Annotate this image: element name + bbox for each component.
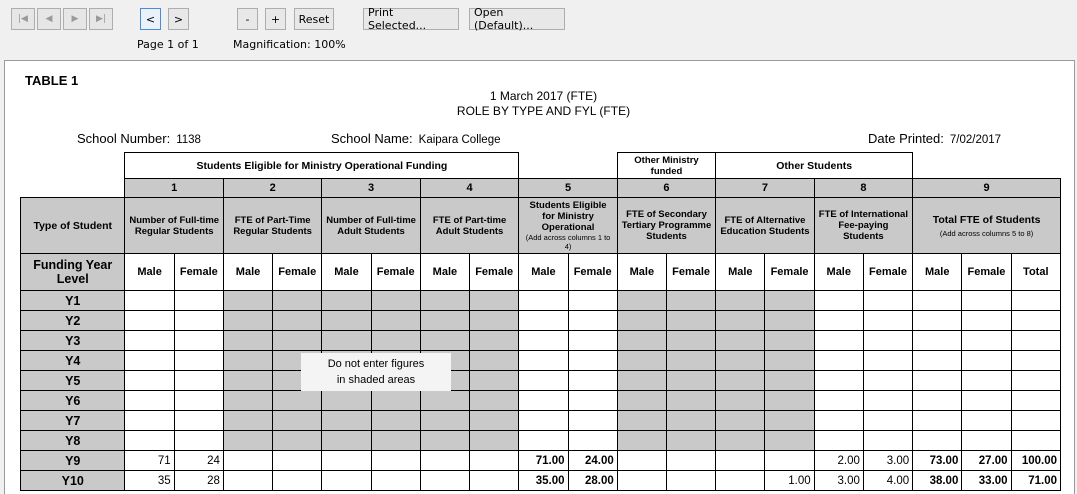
table-cell <box>322 331 371 351</box>
school-name: School Name: Kaipara College <box>331 131 501 146</box>
table-cell <box>125 431 174 451</box>
table-cell <box>962 431 1011 451</box>
table-cell <box>519 291 568 311</box>
table-row <box>21 331 1061 351</box>
table-cell <box>125 331 174 351</box>
report-viewer-toolbar <box>0 0 1077 60</box>
table-cell <box>913 311 962 331</box>
table-cell <box>371 311 420 331</box>
table-cell: 28 <box>174 471 223 491</box>
table-cell <box>962 391 1011 411</box>
table-cell <box>1011 351 1060 371</box>
table-row <box>21 411 1061 431</box>
table-cell <box>322 311 371 331</box>
table-cell <box>174 371 223 391</box>
male-header: Male <box>617 254 666 291</box>
table-cell <box>420 431 469 451</box>
year-level-label: Y8 <box>21 431 125 451</box>
table-cell <box>519 431 568 451</box>
table-cell: 27.00 <box>962 451 1011 471</box>
table-cell <box>371 411 420 431</box>
table-cell <box>666 331 715 351</box>
table-row <box>21 351 1061 371</box>
table-cell <box>666 411 715 431</box>
year-level-label: Y2 <box>21 311 125 331</box>
table-cell <box>223 371 272 391</box>
table-cell <box>125 351 174 371</box>
table-cell <box>814 411 863 431</box>
table-cell <box>617 311 666 331</box>
table-cell <box>174 411 223 431</box>
table-cell <box>470 411 519 431</box>
table-cell <box>322 471 371 491</box>
table-cell <box>716 331 765 351</box>
table-cell <box>420 411 469 431</box>
male-header: Male <box>814 254 863 291</box>
shaded-areas-note: Do not enter figures in shaded areas <box>301 353 451 391</box>
table-cell <box>913 411 962 431</box>
prev-button[interactable]: < <box>140 8 161 30</box>
male-header: Male <box>322 254 371 291</box>
table-cell <box>765 431 814 451</box>
table-cell <box>223 311 272 331</box>
table-cell <box>913 291 962 311</box>
table-cell <box>765 371 814 391</box>
last-page-icon: ▶| <box>96 14 106 24</box>
table-cell <box>568 431 617 451</box>
table-cell <box>962 371 1011 391</box>
column-header: FTE of Part-time Adult Students <box>420 198 519 254</box>
table-cell <box>666 351 715 371</box>
table-cell <box>273 311 322 331</box>
table-cell <box>617 331 666 351</box>
table-cell <box>420 331 469 351</box>
table-cell <box>273 331 322 351</box>
female-header: Female <box>174 254 223 291</box>
table-cell <box>223 471 272 491</box>
male-header: Male <box>913 254 962 291</box>
table-cell <box>765 391 814 411</box>
column-number: 5 <box>519 179 617 198</box>
table-cell <box>716 431 765 451</box>
table-cell <box>568 331 617 351</box>
report-page <box>4 60 1075 494</box>
table-cell <box>125 291 174 311</box>
female-header: Female <box>470 254 519 291</box>
table-cell <box>519 311 568 331</box>
column-number: 3 <box>322 179 420 198</box>
column-number: 9 <box>913 179 1061 198</box>
column-number-row <box>21 179 1061 198</box>
table-cell <box>814 391 863 411</box>
table-row <box>21 391 1061 411</box>
table-cell: 71.00 <box>1011 471 1060 491</box>
year-level-label: Y4 <box>21 351 125 371</box>
table-cell <box>371 291 420 311</box>
funding-year-level-header: Funding Year Level <box>21 254 125 291</box>
table-cell <box>420 391 469 411</box>
table-cell <box>666 291 715 311</box>
next-page-icon: ▶ <box>71 14 79 24</box>
table-cell <box>1011 431 1060 451</box>
table-cell <box>568 391 617 411</box>
female-header: Female <box>666 254 715 291</box>
table-cell <box>814 351 863 371</box>
table-cell <box>765 351 814 371</box>
table-cell <box>913 391 962 411</box>
column-header: FTE of Part-Time Regular Students <box>223 198 321 254</box>
table-cell <box>666 451 715 471</box>
table-cell <box>568 291 617 311</box>
table-cell <box>814 371 863 391</box>
table-row <box>21 371 1061 391</box>
table-cell <box>913 371 962 391</box>
table-cell <box>666 391 715 411</box>
female-header: Female <box>765 254 814 291</box>
table-row <box>21 471 1061 491</box>
data-rows <box>21 291 1061 491</box>
previous-page-icon: ◀ <box>45 14 53 24</box>
table-cell <box>519 411 568 431</box>
table-cell <box>765 451 814 471</box>
table-cell <box>322 291 371 311</box>
table-cell: 4.00 <box>863 471 912 491</box>
type-of-student-header: Type of Student <box>21 198 125 254</box>
table-cell <box>716 371 765 391</box>
table-cell <box>519 371 568 391</box>
table-cell <box>371 451 420 471</box>
table-cell <box>371 391 420 411</box>
gender-header-row <box>21 254 1061 291</box>
table-cell <box>962 291 1011 311</box>
table-cell <box>273 411 322 431</box>
next-button[interactable]: > <box>168 8 189 30</box>
column-header-5: Students Eligible for Ministry Operational (Add across columns 1 to 4) <box>519 198 617 254</box>
table-cell: 33.00 <box>962 471 1011 491</box>
table-cell <box>765 331 814 351</box>
year-level-label: Y9 <box>21 451 125 471</box>
table-cell <box>223 451 272 471</box>
next-page-button[interactable] <box>63 8 87 30</box>
table-cell <box>470 431 519 451</box>
column-header: Number of Full-time Regular Students <box>125 198 223 254</box>
table-cell <box>716 351 765 371</box>
reset-zoom-button[interactable]: Reset <box>294 8 334 30</box>
last-page-button[interactable] <box>89 8 113 30</box>
table-cell: 35.00 <box>519 471 568 491</box>
table-cell <box>519 331 568 351</box>
table-cell <box>617 391 666 411</box>
table-cell <box>420 471 469 491</box>
table-cell <box>519 391 568 411</box>
table-cell <box>863 331 912 351</box>
report-subtitle-date: 1 March 2017 (FTE) <box>489 89 598 103</box>
table-cell: 24.00 <box>568 451 617 471</box>
column-header-9: Total FTE of Students (Add across columns 5 to 8) <box>913 198 1061 254</box>
table-cell <box>814 431 863 451</box>
table-cell <box>125 391 174 411</box>
table-cell <box>765 291 814 311</box>
male-header: Male <box>125 254 174 291</box>
table-cell <box>617 411 666 431</box>
table-cell <box>223 431 272 451</box>
previous-page-button[interactable] <box>37 8 61 30</box>
table-cell <box>666 471 715 491</box>
table-cell <box>962 331 1011 351</box>
table-cell <box>223 391 272 411</box>
table-cell <box>371 471 420 491</box>
table-cell <box>568 411 617 431</box>
table-cell <box>174 391 223 411</box>
table-cell <box>470 451 519 471</box>
column-header-row <box>21 198 1061 254</box>
year-level-label: Y7 <box>21 411 125 431</box>
table-cell <box>420 451 469 471</box>
table-cell: 38.00 <box>913 471 962 491</box>
group-header-eligible: Students Eligible for Ministry Operational Funding <box>125 153 519 179</box>
table-row <box>21 431 1061 451</box>
table-cell: 73.00 <box>913 451 962 471</box>
table-cell <box>863 391 912 411</box>
column-header: FTE of Secondary Tertiary Programme Students <box>617 198 715 254</box>
table-cell <box>666 431 715 451</box>
table-cell <box>470 471 519 491</box>
zoom-out-button[interactable]: - <box>237 8 258 30</box>
table-cell <box>125 411 174 431</box>
group-header-other-students: Other Students <box>716 153 913 179</box>
table-cell <box>174 431 223 451</box>
female-header: Female <box>962 254 1011 291</box>
table-cell <box>863 291 912 311</box>
first-page-button[interactable] <box>11 8 35 30</box>
open-default-button[interactable]: Open (Default)... <box>469 8 565 30</box>
table-cell <box>470 291 519 311</box>
column-number: 7 <box>716 179 814 198</box>
table-cell <box>1011 291 1060 311</box>
table-cell: 71 <box>125 451 174 471</box>
table-cell <box>223 351 272 371</box>
table-cell <box>519 351 568 371</box>
column-number: 4 <box>420 179 519 198</box>
table-cell <box>962 411 1011 431</box>
column-number: 1 <box>125 179 223 198</box>
table-cell <box>273 391 322 411</box>
table-cell <box>470 391 519 411</box>
column-header: FTE of Alternative Education Students <box>716 198 814 254</box>
table-cell <box>913 351 962 371</box>
first-page-icon: |◀ <box>18 14 28 24</box>
table-cell <box>863 411 912 431</box>
table-row <box>21 291 1061 311</box>
table-cell <box>322 431 371 451</box>
table-cell <box>125 311 174 331</box>
table-cell <box>863 431 912 451</box>
table-cell: 3.00 <box>863 451 912 471</box>
female-header: Female <box>863 254 912 291</box>
table-cell <box>322 451 371 471</box>
column-header: Number of Full-time Adult Students <box>322 198 420 254</box>
table-cell <box>322 391 371 411</box>
table-cell <box>617 351 666 371</box>
table-cell <box>1011 331 1060 351</box>
table-cell <box>470 351 519 371</box>
table-cell <box>420 291 469 311</box>
table-cell <box>273 451 322 471</box>
table-cell <box>617 451 666 471</box>
table-cell <box>371 331 420 351</box>
school-number: School Number: 1138 <box>77 131 201 146</box>
table-cell <box>814 291 863 311</box>
table-cell <box>273 471 322 491</box>
table-cell <box>125 371 174 391</box>
table-cell <box>1011 411 1060 431</box>
table-cell: 35 <box>125 471 174 491</box>
table-title: TABLE 1 <box>25 73 79 88</box>
year-level-label: Y6 <box>21 391 125 411</box>
group-header-other-ministry: Other Ministry funded <box>617 153 715 179</box>
male-header: Male <box>223 254 272 291</box>
table-cell <box>913 431 962 451</box>
table-cell <box>470 331 519 351</box>
table-cell <box>617 291 666 311</box>
table-cell <box>814 331 863 351</box>
male-header: Male <box>420 254 469 291</box>
table-cell <box>617 431 666 451</box>
table-cell: 24 <box>174 451 223 471</box>
table-cell <box>1011 391 1060 411</box>
table-cell <box>223 411 272 431</box>
table-cell <box>716 451 765 471</box>
table-cell <box>568 351 617 371</box>
column-number: 6 <box>617 179 715 198</box>
magnification-indicator: Magnification: 100% <box>233 38 346 51</box>
table-cell <box>765 411 814 431</box>
table-cell <box>1011 311 1060 331</box>
table-cell <box>322 411 371 431</box>
female-header: Female <box>568 254 617 291</box>
table-cell <box>863 311 912 331</box>
table-cell <box>174 351 223 371</box>
zoom-in-button[interactable]: + <box>265 8 286 30</box>
table-cell <box>1011 371 1060 391</box>
table-cell: 28.00 <box>568 471 617 491</box>
table-cell <box>223 331 272 351</box>
page-indicator: Page 1 of 1 <box>137 38 199 51</box>
table-cell <box>716 391 765 411</box>
table-cell <box>273 431 322 451</box>
table-cell <box>716 411 765 431</box>
year-level-label: Y3 <box>21 331 125 351</box>
table-cell <box>617 371 666 391</box>
table-cell <box>617 471 666 491</box>
table-cell <box>371 431 420 451</box>
table-cell: 71.00 <box>519 451 568 471</box>
table-cell <box>765 311 814 331</box>
table-cell <box>814 311 863 331</box>
year-level-label: Y1 <box>21 291 125 311</box>
table-cell <box>716 311 765 331</box>
report-subtitle-role: ROLE BY TYPE AND FYL (FTE) <box>456 104 631 118</box>
table-cell <box>273 291 322 311</box>
table-cell <box>863 351 912 371</box>
table-cell <box>568 371 617 391</box>
table-cell <box>223 291 272 311</box>
table-cell: 2.00 <box>814 451 863 471</box>
table-cell: 100.00 <box>1011 451 1060 471</box>
year-level-label: Y10 <box>21 471 125 491</box>
print-selected-button[interactable]: Print Selected... <box>363 8 459 30</box>
table-cell: 1.00 <box>765 471 814 491</box>
column-number: 2 <box>223 179 321 198</box>
table-cell <box>913 331 962 351</box>
table-cell <box>174 331 223 351</box>
role-by-type-table <box>20 152 1061 491</box>
female-header: Female <box>371 254 420 291</box>
table-cell <box>174 311 223 331</box>
table-cell <box>420 311 469 331</box>
table-cell <box>666 371 715 391</box>
table-cell <box>568 311 617 331</box>
table-row <box>21 311 1061 331</box>
date-printed: Date Printed: 7/02/2017 <box>868 131 1002 146</box>
table-cell <box>863 371 912 391</box>
table-cell <box>470 371 519 391</box>
total-header: Total <box>1011 254 1060 291</box>
table-cell <box>174 291 223 311</box>
female-header: Female <box>273 254 322 291</box>
male-header: Male <box>716 254 765 291</box>
table-cell <box>666 311 715 331</box>
group-header-row <box>21 153 1061 179</box>
table-cell <box>716 471 765 491</box>
table-cell <box>962 351 1011 371</box>
table-cell <box>470 311 519 331</box>
table-cell <box>716 291 765 311</box>
table-cell: 3.00 <box>814 471 863 491</box>
male-header: Male <box>519 254 568 291</box>
column-header: FTE of International Fee-paying Students <box>814 198 912 254</box>
column-number: 8 <box>814 179 912 198</box>
year-level-label: Y5 <box>21 371 125 391</box>
table-cell <box>962 311 1011 331</box>
table-row <box>21 451 1061 471</box>
